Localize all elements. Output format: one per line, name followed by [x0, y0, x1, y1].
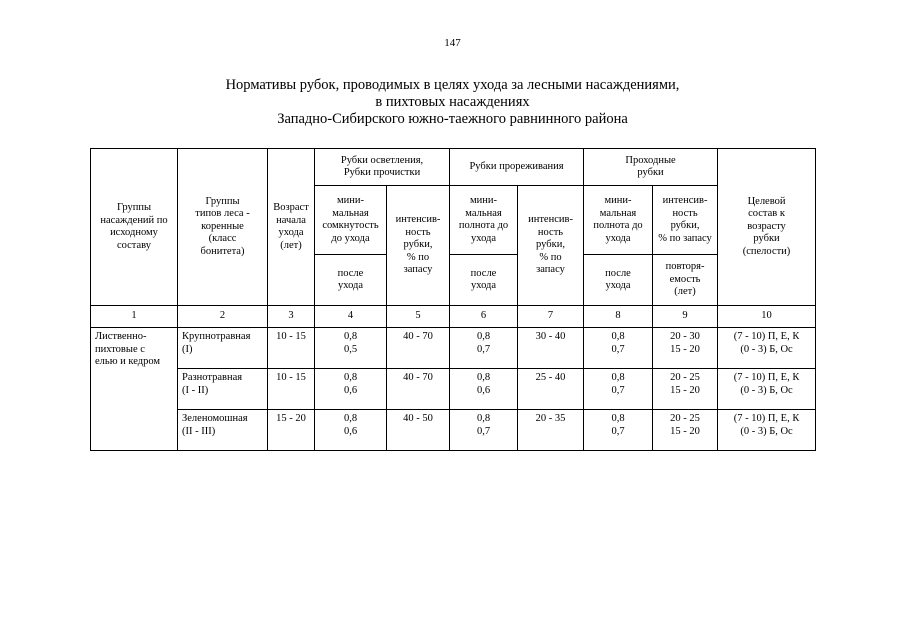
- header-target-composition: Целевой состав к возрасту рубки (спелости): [718, 149, 816, 306]
- column-number: 3: [268, 306, 315, 328]
- column-number: 1: [91, 306, 178, 328]
- intensity-cell: 40 - 70: [387, 328, 450, 369]
- header-after-care-thinning: после ухода: [450, 255, 518, 306]
- stand-group-label: Лиственно- пихтовые с елью и кедром: [91, 328, 178, 451]
- intensity-cell: 30 - 40: [518, 328, 584, 369]
- column-numbers-row: [91, 306, 816, 328]
- intensity-repeat-cell: 20 - 25 15 - 20: [653, 410, 718, 451]
- table-row: [91, 410, 816, 451]
- forest-type-cell: Крупнотравная (I): [178, 328, 268, 369]
- intensity-cell: 40 - 50: [387, 410, 450, 451]
- density-cell: 0,8 0,7: [584, 369, 653, 410]
- start-age-cell: 15 - 20: [268, 410, 315, 451]
- density-cell: 0,8 0,7: [584, 328, 653, 369]
- header-min-density-thinning: мини- мальная полнота до ухода: [450, 186, 518, 255]
- density-cell: 0,8 0,7: [584, 410, 653, 451]
- table-row: [91, 369, 816, 410]
- header-repeat-period: повторя- емость (лет): [653, 255, 718, 306]
- header-after-care-clearing: после ухода: [315, 255, 387, 306]
- closure-cell: 0,8 0,5: [315, 328, 387, 369]
- header-intensity-passing: интенсив- ность рубки, % по запасу: [653, 186, 718, 255]
- target-composition-cell: (7 - 10) П, Е, К (0 - 3) Б, Ос: [718, 328, 816, 369]
- table-row: [91, 328, 816, 369]
- closure-cell: 0,8 0,6: [315, 369, 387, 410]
- norms-table: [90, 148, 816, 451]
- header-min-closure: мини- мальная сомкнутость до ухода: [315, 186, 387, 255]
- column-number: 7: [518, 306, 584, 328]
- document-title: [0, 77, 905, 128]
- forest-type-cell: Зеленомошная (II - III): [178, 410, 268, 451]
- column-number: 6: [450, 306, 518, 328]
- page-number: 147: [444, 37, 461, 49]
- target-composition-cell: (7 - 10) П, Е, К (0 - 3) Б, Ос: [718, 410, 816, 451]
- header-stand-groups: Группы насаждений по исходному составу: [91, 149, 178, 306]
- density-cell: 0,8 0,7: [450, 410, 518, 451]
- title-line-3: Западно-Сибирского южно-таежного равнинного района: [277, 111, 628, 127]
- intensity-cell: 20 - 35: [518, 410, 584, 451]
- header-forest-types: Группы типов леса - коренные (класс бонитета): [178, 149, 268, 306]
- intensity-cell: 25 - 40: [518, 369, 584, 410]
- header-group-passing: Проходные рубки: [584, 149, 718, 186]
- header-intensity-thinning: интенсив- ность рубки, % по запасу: [518, 186, 584, 306]
- column-number: 4: [315, 306, 387, 328]
- density-cell: 0,8 0,7: [450, 328, 518, 369]
- column-number: 8: [584, 306, 653, 328]
- header-intensity-clearing: интенсив- ность рубки, % по запасу: [387, 186, 450, 306]
- target-composition-cell: (7 - 10) П, Е, К (0 - 3) Б, Ос: [718, 369, 816, 410]
- header-after-care-passing: после ухода: [584, 255, 653, 306]
- closure-cell: 0,8 0,6: [315, 410, 387, 451]
- intensity-cell: 40 - 70: [387, 369, 450, 410]
- column-number: 5: [387, 306, 450, 328]
- column-number: 9: [653, 306, 718, 328]
- header-row-1: [91, 149, 816, 186]
- header-start-age: Возраст начала ухода (лет): [268, 149, 315, 306]
- forest-type-cell: Разнотравная (I - II): [178, 369, 268, 410]
- header-min-density-passing: мини- мальная полнота до ухода: [584, 186, 653, 255]
- column-number: 10: [718, 306, 816, 328]
- title-line-2: в пихтовых насаждениях: [375, 94, 530, 110]
- start-age-cell: 10 - 15: [268, 369, 315, 410]
- header-group-clearing: Рубки осветления, Рубки прочистки: [315, 149, 450, 186]
- title-line-1: Нормативы рубок, проводимых в целях ухода за лесными насаждениями,: [225, 77, 680, 93]
- column-number: 2: [178, 306, 268, 328]
- density-cell: 0,8 0,6: [450, 369, 518, 410]
- header-group-thinning: Рубки прореживания: [450, 149, 584, 186]
- intensity-repeat-cell: 20 - 25 15 - 20: [653, 369, 718, 410]
- start-age-cell: 10 - 15: [268, 328, 315, 369]
- intensity-repeat-cell: 20 - 30 15 - 20: [653, 328, 718, 369]
